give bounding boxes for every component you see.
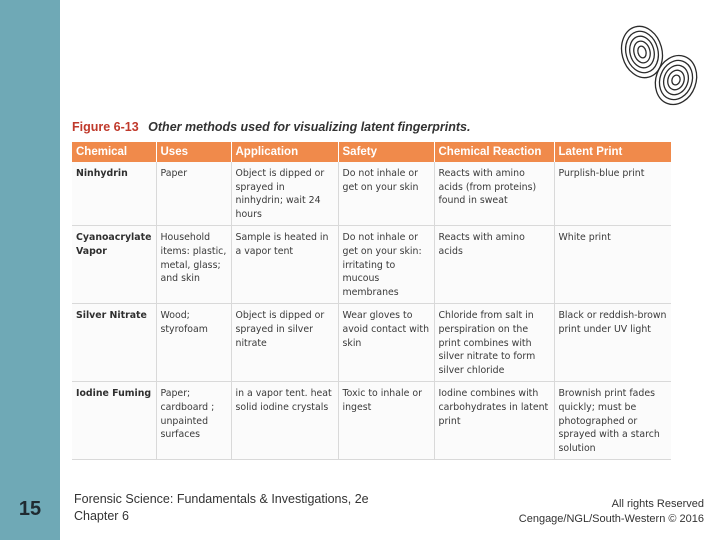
table-row [72,226,671,304]
table-cell: Toxic to inhale or ingest [338,382,434,460]
table-cell: Object is dipped or sprayed in silver nitrate [231,304,338,382]
table-cell: in a vapor tent. heat solid iodine crystals [231,382,338,460]
table-cell: Sample is heated in a vapor tent [231,226,338,304]
table-cell: Wear gloves to avoid contact with skin [338,304,434,382]
fingerprint-icon [614,22,704,110]
table-cell: Ninhydrin [72,162,156,226]
table-cell: Do not inhale or get on your skin: irritating to mucous membranes [338,226,434,304]
footer-course-title: Forensic Science: Fundamentals & Investigations, 2e [74,492,369,506]
column-header: Chemical [72,142,156,162]
footer-rights: All rights Reserved [611,498,704,510]
table-cell: Black or reddish-brown print under UV light [554,304,671,382]
footer-course-info [74,491,369,525]
column-header: Safety [338,142,434,162]
table-cell: Paper [156,162,231,226]
table-cell: Wood; styrofoam [156,304,231,382]
table-header-row [72,142,671,162]
table-cell: Object is dipped or sprayed in ninhydrin; wait 24 hours [231,162,338,226]
footer-chapter: Chapter 6 [74,509,129,523]
table-cell: Brownish print fades quickly; must be photographed or sprayed with a starch solution [554,382,671,460]
figure-label: Figure 6-13 [72,120,139,134]
sidebar-band [0,0,60,540]
table-row [72,382,671,460]
figure-caption [72,120,470,134]
column-header: Application [231,142,338,162]
table-cell: Silver Nitrate [72,304,156,382]
figure-title: Other methods used for visualizing latent fingerprints. [148,120,471,134]
footer-publisher: Cengage/NGL/South-Western © 2016 [518,513,704,525]
table-cell: Do not inhale or get on your skin [338,162,434,226]
table-cell: Iodine Fuming [72,382,156,460]
table-cell: Reacts with amino acids (from proteins) found in sweat [434,162,554,226]
table-row [72,162,671,226]
page-number: 15 [18,498,42,520]
column-header: Chemical Reaction [434,142,554,162]
table-cell: White print [554,226,671,304]
footer-copyright [519,497,704,527]
table-cell: Chloride from salt in perspiration on the print combines with silver nitrate to form silver chloride [434,304,554,382]
table-cell: Iodine combines with carbohydrates in latent print [434,382,554,460]
table-cell: Paper; cardboard ; unpainted surfaces [156,382,231,460]
column-header: Uses [156,142,231,162]
table-cell: Purplish-blue print [554,162,671,226]
table-cell: Household items: plastic, metal, glass; and skin [156,226,231,304]
column-header: Latent Print [554,142,671,162]
latent-print-methods-table [72,142,671,460]
table-cell: Reacts with amino acids [434,226,554,304]
table-cell: Cyanoacrylate Vapor [72,226,156,304]
table-row [72,304,671,382]
